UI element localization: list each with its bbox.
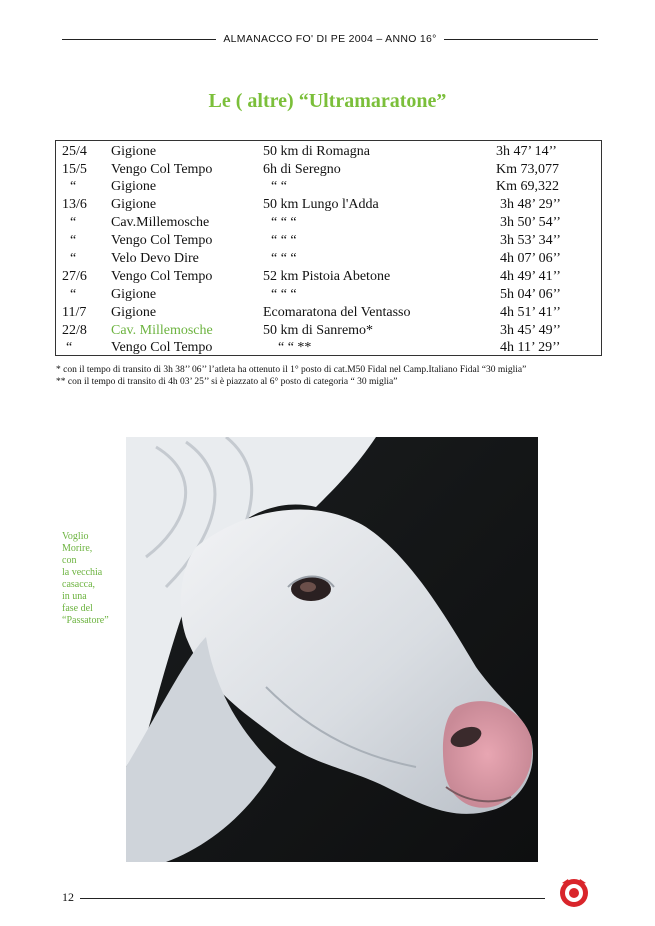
athlete-cell: Gigione	[111, 287, 157, 302]
race-cell: 50 km Lungo l'Adda	[263, 197, 379, 212]
time-cell: 4h 51’ 41’’	[500, 305, 561, 320]
running-header	[62, 31, 598, 47]
results-table	[55, 140, 602, 356]
date-cell: 15/5	[62, 162, 87, 177]
footnote-1: * con il tempo di transito di 3h 38’’ 06’’ l’atleta ha ottenuto il 1° posto di cat.M50 Fidal nel Camp.Italiano Fidal “30 miglia”	[56, 365, 527, 375]
race-cell: 6h di Seregno	[263, 162, 341, 177]
table-row	[56, 268, 601, 286]
page-title: Le ( altre) “Ultramaratone”	[208, 90, 447, 112]
time-cell: Km 69,322	[496, 179, 559, 194]
athlete-cell: Gigione	[111, 179, 157, 194]
publisher-logo-icon	[556, 877, 592, 909]
caption-line: Voglio	[62, 531, 89, 542]
table-row	[56, 161, 601, 179]
race-cell: Ecomaratona del Ventasso	[263, 305, 411, 320]
date-cell: 13/6	[62, 197, 87, 212]
date-cell: “	[70, 287, 77, 302]
horse-photo	[126, 437, 538, 862]
table-row	[56, 304, 601, 322]
caption-line: in una	[62, 591, 87, 602]
table-row	[56, 339, 601, 357]
caption-line: con	[62, 555, 77, 566]
race-cell: “ “ **	[278, 340, 312, 355]
caption-line: la vecchia	[62, 567, 103, 578]
race-cell: “ “ “	[271, 251, 297, 266]
athlete-cell: Gigione	[111, 305, 157, 320]
race-cell: “ “	[271, 179, 287, 194]
athlete-cell-highlighted: Cav. Millemosche	[111, 323, 213, 338]
date-cell: 11/7	[62, 305, 87, 320]
race-cell: 50 km di Sanremo*	[263, 323, 374, 338]
date-cell: “	[70, 251, 77, 266]
table-row	[56, 286, 601, 304]
table-row	[56, 214, 601, 232]
time-cell: 3h 47’ 14’’	[496, 144, 557, 159]
caption-line: casacca,	[62, 579, 96, 590]
athlete-cell: Cav.Millemosche	[111, 215, 210, 230]
header-rule-left	[62, 39, 216, 40]
caption-line: fase del	[62, 603, 93, 614]
athlete-cell: Velo Devo Dire	[111, 251, 199, 266]
table-row	[56, 232, 601, 250]
athlete-cell: Gigione	[111, 144, 157, 159]
time-cell: 4h 07’ 06’’	[500, 251, 561, 266]
date-cell: “	[66, 340, 73, 355]
time-cell: 3h 50’ 54’’	[500, 215, 561, 230]
caption-line: Morire,	[62, 543, 93, 554]
time-cell: 3h 48’ 29’’	[500, 197, 561, 212]
date-cell: “	[70, 215, 77, 230]
time-cell: 5h 04’ 06’’	[500, 287, 561, 302]
athlete-cell: Vengo Col Tempo	[111, 269, 213, 284]
date-cell: 25/4	[62, 144, 87, 159]
time-cell: 4h 11’ 29’’	[500, 340, 561, 355]
race-cell: “ “ “	[271, 287, 297, 302]
race-cell: 50 km di Romagna	[263, 144, 370, 159]
horse-head-illustration	[126, 437, 538, 862]
photo-caption	[62, 531, 132, 627]
footnote-2: ** con il tempo di transito di 4h 03’ 25’’ si è piazzato al 6° posto di categoria “ 30 miglia”	[56, 377, 398, 387]
date-cell: “	[70, 179, 77, 194]
caption-line: “Passatore”	[62, 615, 109, 626]
table-row	[56, 250, 601, 268]
header-title: ALMANACCO FO' DI PE 2004 – ANNO 16°	[223, 33, 437, 45]
athlete-cell: Vengo Col Tempo	[111, 340, 213, 355]
header-rule-right	[444, 39, 598, 40]
time-cell: 4h 49’ 41’’	[500, 269, 561, 284]
race-cell: “ “ “	[271, 233, 297, 248]
race-cell: “ “ “	[271, 215, 297, 230]
footer-rule	[80, 898, 545, 899]
athlete-cell: Vengo Col Tempo	[111, 233, 213, 248]
table-row	[56, 143, 601, 161]
page-number: 12	[62, 890, 74, 904]
table-row	[56, 196, 601, 214]
athlete-cell: Vengo Col Tempo	[111, 162, 213, 177]
date-cell: 22/8	[62, 323, 87, 338]
time-cell: 3h 45’ 49’’	[500, 323, 561, 338]
table-row	[56, 322, 601, 340]
date-cell: “	[70, 233, 77, 248]
time-cell: 3h 53’ 34’’	[500, 233, 561, 248]
athlete-cell: Gigione	[111, 197, 157, 212]
table-row	[56, 178, 601, 196]
date-cell: 27/6	[62, 269, 87, 284]
time-cell: Km 73,077	[496, 162, 559, 177]
race-cell: 52 km Pistoia Abetone	[263, 269, 391, 284]
footnotes	[56, 364, 626, 388]
